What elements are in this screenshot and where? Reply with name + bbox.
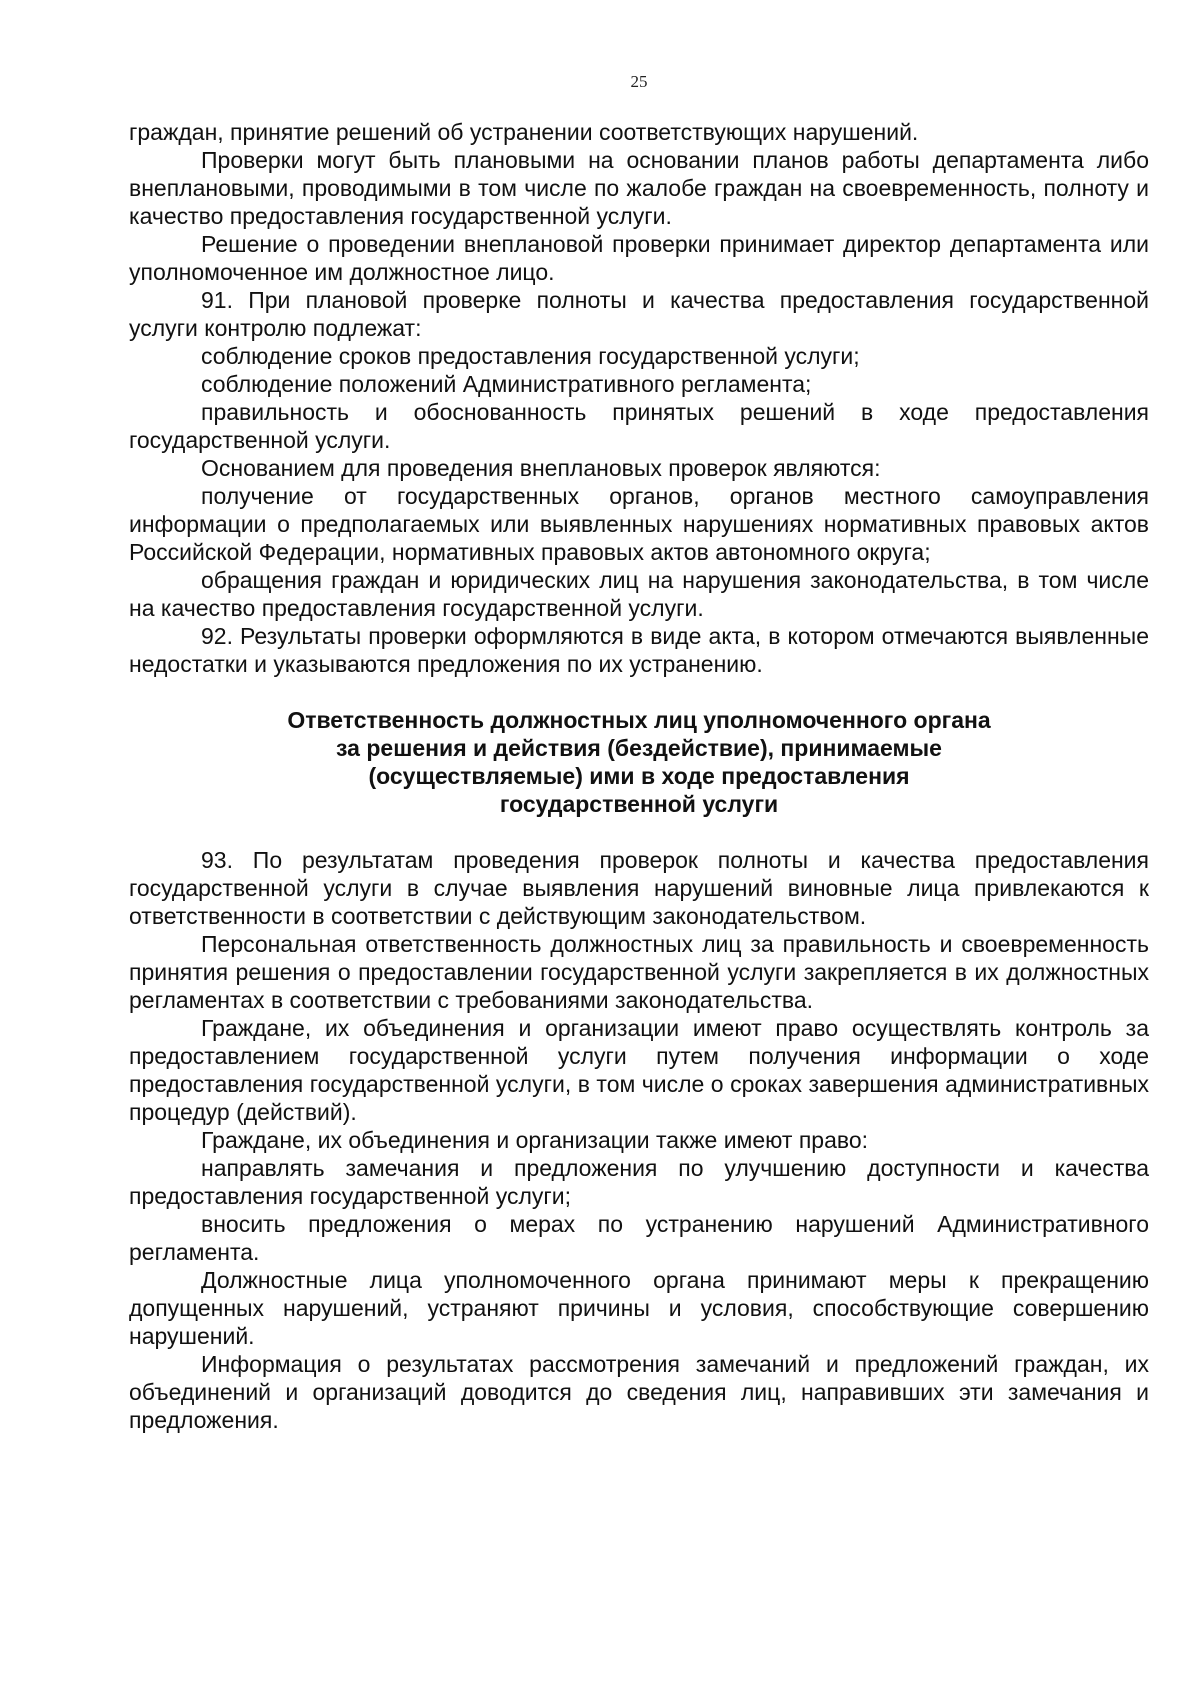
list-item: соблюдение сроков предоставления государственной услуги; xyxy=(201,343,860,369)
paragraph: Проверки могут быть плановыми на основании планов работы департамента либо внеплановыми, проводимыми в том числе по жалобе граждан на своевременность, полноту и качество предоставления государственной услуги. xyxy=(129,147,1149,229)
section-heading-line: за решения и действия (бездействие), принимаемые xyxy=(336,735,942,761)
section-heading-line: Ответственность должностных лиц уполномоченного органа xyxy=(287,707,991,733)
paragraph: Персональная ответственность должностных лиц за правильность и своевременность принятия решения о предоставлении государственной услуги закрепляется в их должностных регламентах в соответствии с требованиями законодательства. xyxy=(129,931,1149,1013)
paragraph: Информация о результатах рассмотрения замечаний и предложений граждан, их объединений и организаций доводится до сведения лиц, направивших эти замечания и предложения. xyxy=(129,1351,1149,1433)
list-item: обращения граждан и юридических лиц на нарушения законодательства, в том числе на качество предоставления государственной услуги. xyxy=(129,567,1149,621)
section-heading-line: государственной услуги xyxy=(499,791,779,817)
list-item: вносить предложения о мерах по устранению нарушений Административного регламента. xyxy=(129,1211,1149,1265)
list-item: направлять замечания и предложения по улучшению доступности и качества предоставления государственной услуги; xyxy=(129,1155,1149,1209)
paragraph: граждан, принятие решений об устранении соответствующих нарушений. xyxy=(129,119,919,145)
list-item: соблюдение положений Административного регламента; xyxy=(201,371,812,397)
paragraph: Решение о проведении внеплановой проверки принимает директор департамента или уполномоченное им должностное лицо. xyxy=(129,231,1149,285)
document-page xyxy=(129,0,1149,1696)
paragraph: Должностные лица уполномоченного органа принимают меры к прекращению допущенных нарушений, устраняют причины и условия, способствующие совершению нарушений. xyxy=(129,1267,1149,1349)
paragraph: Граждане, их объединения и организации имеют право осуществлять контроль за предоставлением государственной услуги путем получения информации о ходе предоставления государственной услуги, в том числе о сроках завершения административных процедур (действий). xyxy=(129,1015,1149,1125)
paragraph: Основанием для проведения внеплановых проверок являются: xyxy=(201,455,881,481)
list-item: получение от государственных органов, органов местного самоуправления информации о предполагаемых или выявленных нарушениях нормативных правовых актов Российской Федерации, нормативных правовых актов автономного округа; xyxy=(129,483,1149,565)
section-heading xyxy=(129,706,1149,818)
document-body xyxy=(129,118,1149,1434)
list-item: правильность и обоснованность принятых решений в ходе предоставления государственной услуги. xyxy=(129,399,1149,453)
paragraph-clause-93: 93. По результатам проведения проверок полноты и качества предоставления государственной услуги в случае выявления нарушений виновные лица привлекаются к ответственности в соответствии с действующим законодательством. xyxy=(129,847,1149,929)
paragraph-clause-92: 92. Результаты проверки оформляются в виде акта, в котором отмечаются выявленные недостатки и указываются предложения по их устранению. xyxy=(129,623,1149,677)
paragraph-clause-91: 91. При плановой проверке полноты и качества предоставления государственной услуги контролю подлежат: xyxy=(129,287,1149,341)
paragraph: Граждане, их объединения и организации также имеют право: xyxy=(201,1127,869,1153)
section-heading-line: (осуществляемые) ими в ходе предоставления xyxy=(368,763,910,789)
page-number: 25 xyxy=(630,72,648,91)
